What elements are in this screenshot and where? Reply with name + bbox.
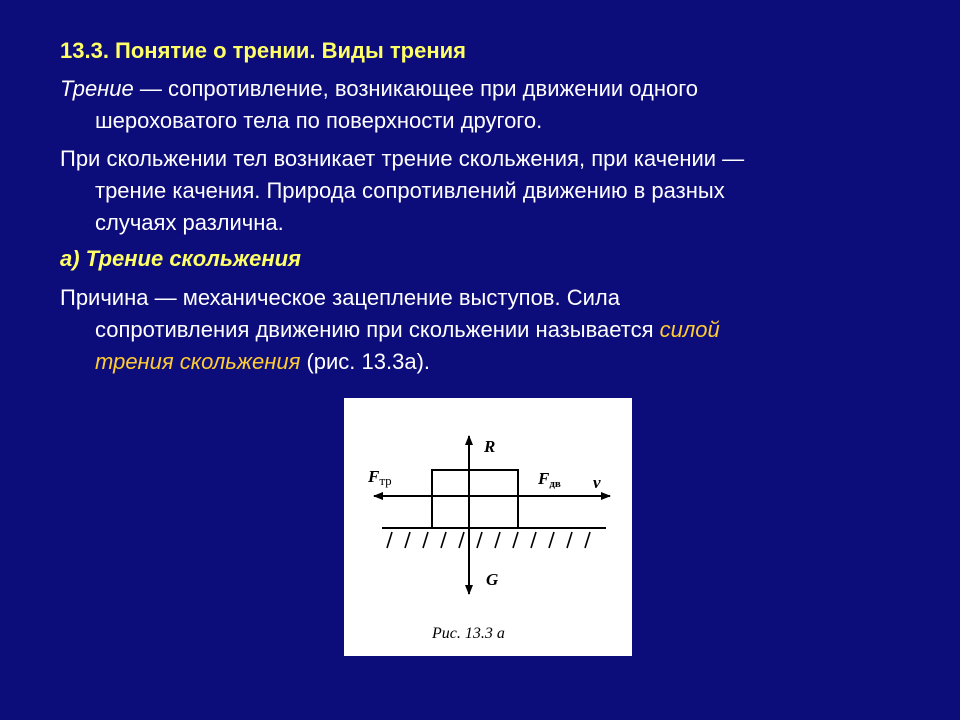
label-Fdv-F: F: [538, 469, 550, 488]
label-G: G: [486, 570, 499, 589]
subheading-sliding-friction: а) Трение скольжения: [60, 246, 302, 271]
figure-friction-diagram: [344, 398, 632, 656]
cause-paragraph: [60, 282, 920, 378]
types-line3: случаях различна.: [95, 210, 284, 235]
label-R: R: [484, 437, 496, 456]
term-sliding-friction: трения скольжения: [95, 349, 301, 374]
types-paragraph: [60, 143, 920, 239]
label-Fdv-sub: дв: [549, 478, 561, 490]
label-Ftr-sub: тр: [379, 473, 392, 488]
types-line1: При скольжении тел возникает трение скольжения, при качении —: [60, 146, 745, 171]
types-line2: трение качения. Природа сопротивлений движению в разных: [95, 178, 725, 203]
figure-caption: Рис. 13.3 а: [432, 625, 505, 642]
label-friction-force: [367, 467, 392, 488]
figure-reference: (рис. 13.3а).: [300, 349, 431, 374]
slide-heading: 13.3. Понятие о трении. Виды трения: [60, 38, 467, 63]
friction-diagram-svg: [344, 398, 632, 656]
sliding-block: [432, 470, 518, 528]
label-driving-force: [537, 469, 561, 490]
definition-text-line2: шероховатого тела по поверхности другого.: [95, 108, 543, 133]
cause-line2-text: сопротивления движению при скольжении называется: [95, 317, 660, 342]
ground-hatching: [387, 532, 590, 548]
term-friction: Трение: [60, 76, 134, 101]
definition-text: — сопротивление, возникающее при движении одного: [133, 76, 699, 101]
label-velocity: v: [593, 473, 601, 492]
term-force: силой: [659, 317, 720, 342]
label-Ftr-F: F: [368, 467, 380, 486]
definition-paragraph: [60, 73, 920, 137]
cause-line1: Причина — механическое зацепление выступов. Сила: [60, 285, 620, 310]
